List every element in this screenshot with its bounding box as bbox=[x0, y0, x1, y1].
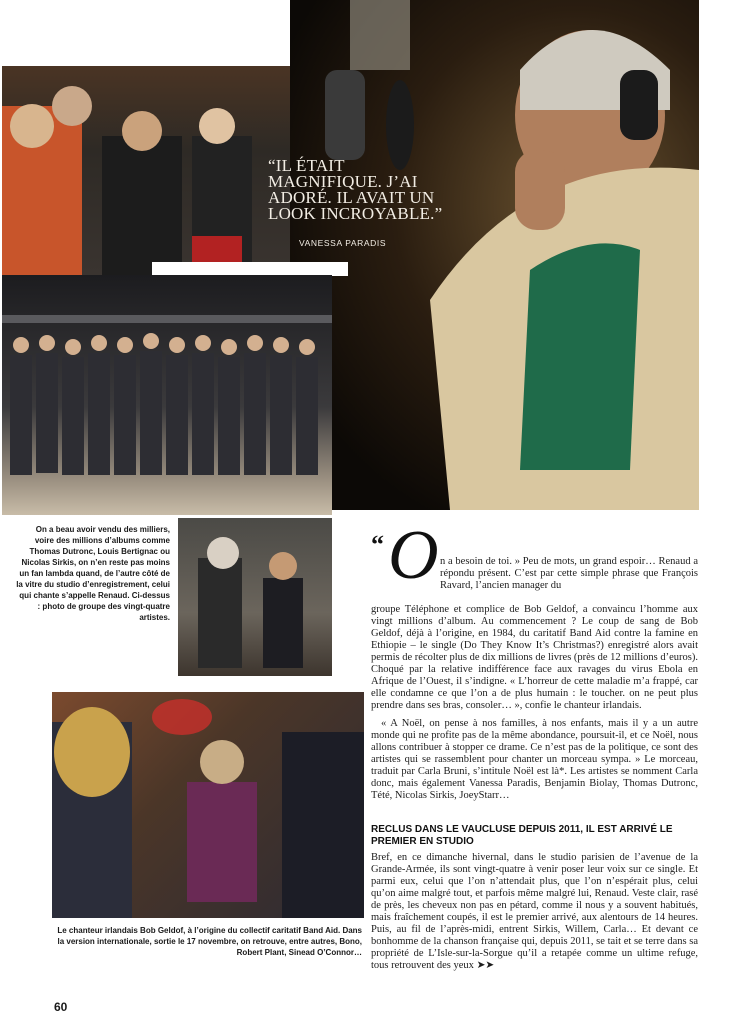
photo-bob-geldof bbox=[52, 692, 364, 918]
photo-group-artists bbox=[2, 275, 332, 515]
opening-quote-mark: “ bbox=[371, 530, 384, 559]
continue-arrow-icon: ➤➤ bbox=[476, 960, 495, 971]
article-paragraph-3-text: Bref, en ce dimanche hivernal, dans le studio parisien de l’avenue de la Grande-Armée, ils sont vingt-quatre à venir poser leur voix sur ce single. Et parmi eux, celui que l’on n’attendait plus, que l’on n’espérait plus, celui qu’on aime malgré tout, et parfois même malgré lui, Renaud. Veste clair, rasé de près, les cheveux non pas en pétard, comme il nous y a souvent habitués, mais fraîchement coupés, il est le premier arrivé, aux alentours de 14 heures. Puis, au fil de l’après-midi, entrent Sirkis, Willem, Carla… Et devant ce bonhomme de la chanson française qui, depuis 2011, se tait et se terre dans sa propriété de L’Isle-sur-la-Sorgue qu’il a retapée comme un ultime refuge, tous retrouvent des yeux bbox=[371, 852, 698, 971]
group-illustration bbox=[2, 275, 332, 515]
fans-illustration bbox=[2, 66, 290, 276]
photo-renaud-studio bbox=[290, 0, 699, 510]
photo-artists-watching bbox=[2, 66, 290, 276]
page-number: 60 bbox=[54, 1000, 68, 1014]
renaud-illustration bbox=[290, 0, 699, 510]
photo-gap bbox=[152, 262, 348, 276]
article-subheading: RECLUS DANS LE VAUCLUSE DEPUIS 2011, IL EST ARRIVÉ LE PREMIER EN STUDIO bbox=[371, 824, 673, 847]
geldof-illustration bbox=[52, 692, 364, 918]
window-illustration bbox=[178, 518, 332, 676]
pull-quote-author: VANESSA PARADIS bbox=[299, 238, 387, 248]
article-paragraph-1-lead: n a besoin de toi. » Peu de mots, un grand espoir… Renaud a répondu présent. C’est par cette simple phrase que François Ravard, l’ancien manager du bbox=[440, 556, 698, 591]
article-paragraph-1: groupe Téléphone et complice de Bob Geldof, a convaincu l’homme aux vingt millions d’album. Au commencement ? Le coup de sang de Bob Geldof, déjà à l’origine, en 1984, du caritatif Band Aid contre la famine en Ethiopie – le single (Do They Know It’s Christmas?) enregistré alors avait permis de récolter plus de dix millions de livres (près de 12 millions d’euros). Choqué par la relative indifférence face aux ravages du virus Ebola en Afrique de l’Ouest, il s’indigne. « L’horreur de cette maladie m’a frappé, car elle condamne ce que l’on a de plus humain : le toucher. on ne peut plus prendre dans ses bras, consoler… », confie le chanteur irlandais. bbox=[371, 604, 698, 711]
caption-geldof-photo: Le chanteur irlandais Bob Geldof, à l’origine du collectif caritatif Band Aid. Dans la version internationale, sortie le 17 novembre, on retrouve, entre autres, Bono, Robert Plant, Sinead O’Connor… bbox=[57, 926, 362, 957]
caption-group-photo: On a beau avoir vendu des milliers, voire des millions d’albums comme Thomas Dutronc, Louis Bertignac ou Nicolas Sirkis, on n’en reste pas moins un fan lambda quand, de l’autre côté de la vitre du studio d’enregistrement, celui qui chante s’appelle Renaud. Ci-dessus : photo de groupe des vingt-quatre artistes. bbox=[16, 525, 170, 622]
pull-quote: “IL ÉTAIT MAGNIFIQUE. J’AI ADORÉ. IL AVAIT UN LOOK INCROYABLE.” bbox=[268, 156, 443, 223]
photo-studio-window bbox=[178, 518, 332, 676]
article-paragraph-2: « A Noël, on pense à nos familles, à nos enfants, mais il y a un autre monde qui ne profite pas de la même abondance, poursuit-il, et ce Noël, nous allons contribuer à stopper ce drame. Ce n’est pas de la politique, ce sont des artistes qui se rassemblent pour chanter un morceau sympa. » Le morceau, traduit par Carla Bruni, s’intitule Noël est là*. Les artistes se nomment Carla donc, mais également Vanessa Paradis, Benjamin Biolay, Thomas Dutronc, Tété, Nicolas Sirkis, JoeyStarr… bbox=[371, 718, 698, 801]
header-blank-area bbox=[2, 2, 289, 66]
article-paragraph-3 bbox=[371, 852, 698, 972]
drop-cap: O bbox=[388, 517, 439, 594]
